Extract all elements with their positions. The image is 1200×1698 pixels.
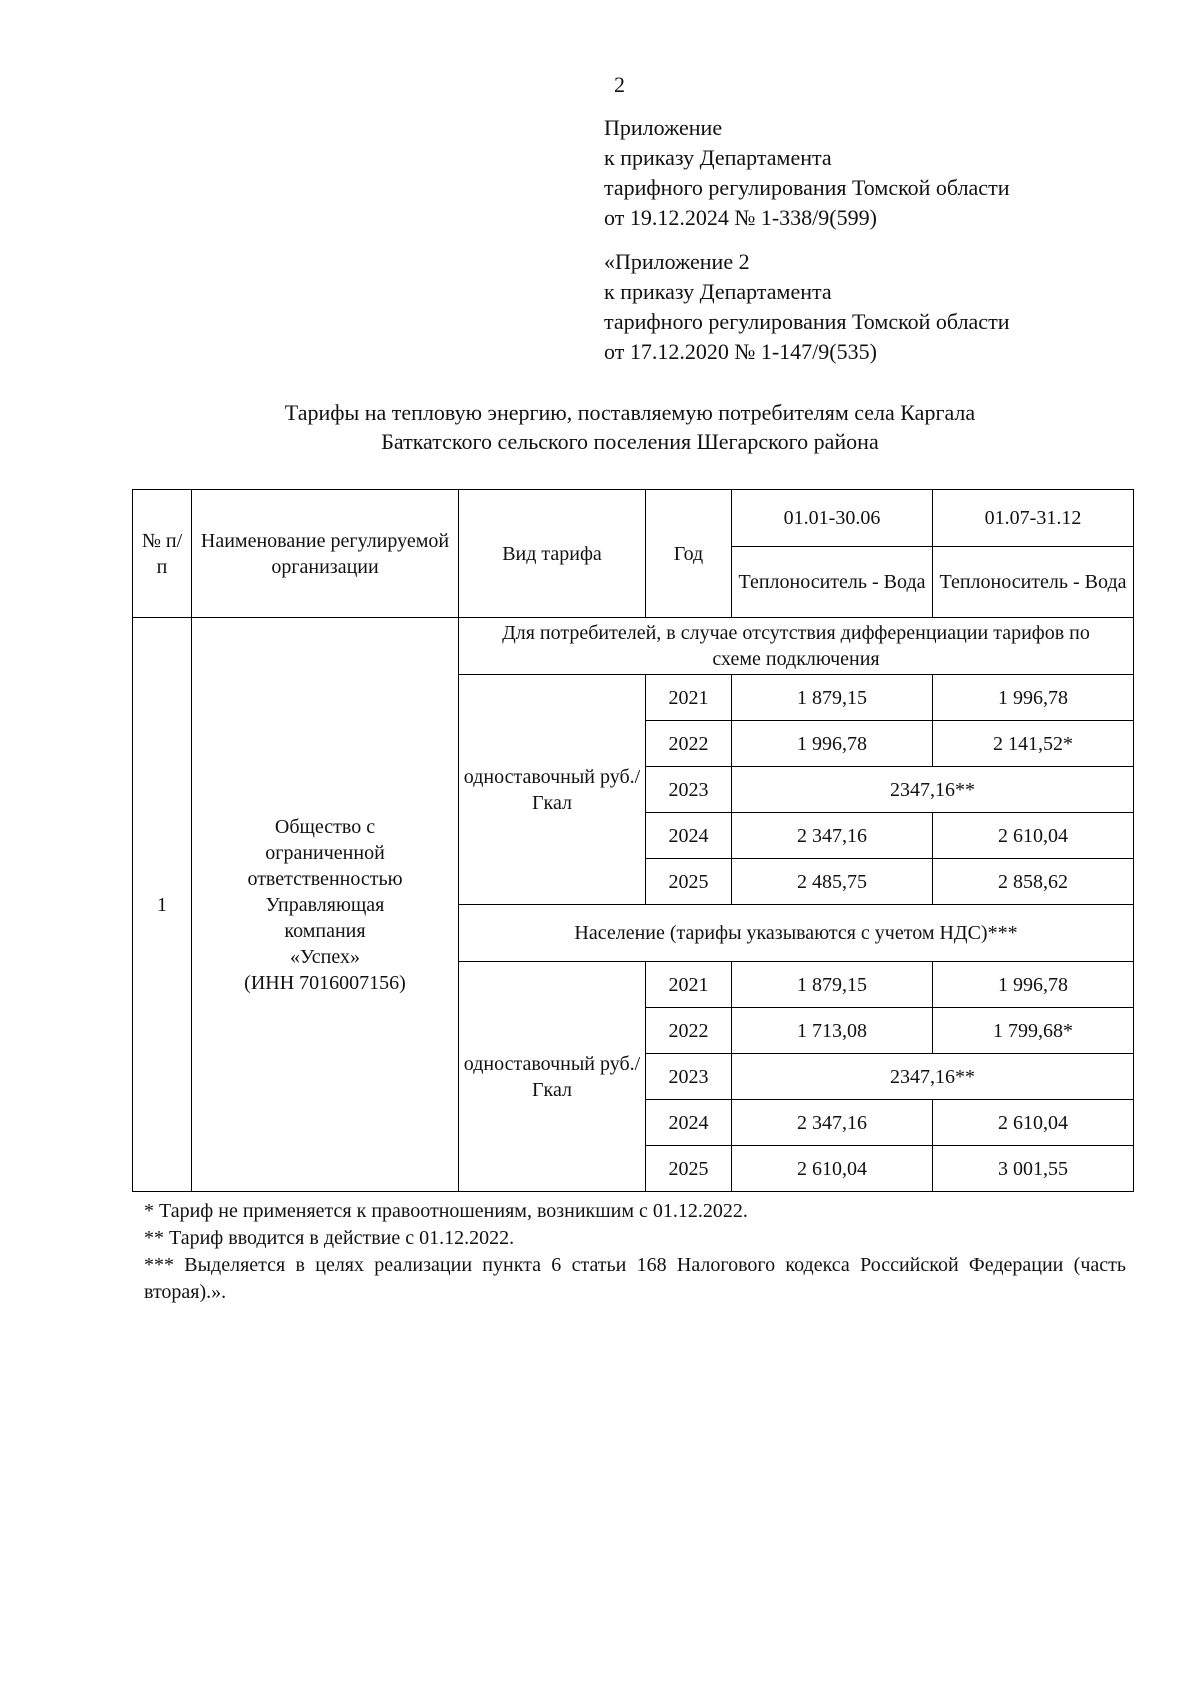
organization-cell bbox=[192, 618, 459, 1192]
header-period-2: 01.07-31.12 bbox=[933, 490, 1134, 547]
title-line: Тарифы на тепловую энергию, поставляемую потребителям села Каргала bbox=[284, 400, 976, 425]
year-cell: 2022 bbox=[646, 1008, 732, 1054]
value-cell-merged: 2347,16** bbox=[732, 767, 1134, 813]
year-cell: 2025 bbox=[646, 1146, 732, 1192]
organization-line: «Успех» bbox=[290, 945, 360, 968]
organization-line: Управляющая bbox=[265, 893, 385, 916]
value-cell: 2 485,75 bbox=[732, 859, 933, 905]
header-organization: Наименование регулируемой организации bbox=[192, 490, 459, 618]
year-cell: 2021 bbox=[646, 962, 732, 1008]
tariff-type-cell: одноставочный руб./Гкал bbox=[459, 675, 646, 905]
header-year: Год bbox=[646, 490, 732, 618]
value-cell: 2 610,04 bbox=[933, 813, 1134, 859]
header-carrier-2: Теплоноситель - Вода bbox=[933, 547, 1134, 618]
tariff-type-cell: одноставочный руб./Гкал bbox=[459, 962, 646, 1192]
value-cell: 1 996,78 bbox=[933, 962, 1134, 1008]
organization-line: (ИНН 7016007156) bbox=[244, 971, 406, 994]
value-cell: 2 610,04 bbox=[933, 1100, 1134, 1146]
value-cell-merged: 2347,16** bbox=[732, 1054, 1134, 1100]
value-cell: 2 610,04 bbox=[732, 1146, 933, 1192]
value-cell: 2 347,16 bbox=[732, 813, 933, 859]
appendix-line: к приказу Департамента bbox=[604, 279, 832, 304]
value-cell: 1 879,15 bbox=[732, 675, 933, 721]
header-tariff-type: Вид тарифа bbox=[459, 490, 646, 618]
document-title bbox=[150, 398, 1110, 456]
footnote: *** Выделяется в целях реализации пункта 6 статьи 168 Налогового кодекса Российской Федерации (часть вторая).». bbox=[144, 1254, 1126, 1303]
appendix-amended bbox=[604, 247, 1009, 367]
footnotes bbox=[144, 1198, 1126, 1306]
appendix-line: тарифного регулирования Томской области bbox=[604, 309, 1010, 334]
value-cell: 1 879,15 bbox=[732, 962, 933, 1008]
value-cell: 2 141,52* bbox=[933, 721, 1134, 767]
appendix-line: от 17.12.2020 № 1-147/9(535) bbox=[604, 339, 877, 364]
appendix-current bbox=[604, 113, 1009, 233]
organization-line: ограниченной bbox=[265, 841, 385, 864]
appendix-line: к приказу Департамента bbox=[604, 145, 832, 170]
page-number: 2 bbox=[614, 72, 625, 97]
year-cell: 2021 bbox=[646, 675, 732, 721]
value-cell: 3 001,55 bbox=[933, 1146, 1134, 1192]
value-cell: 1 799,68* bbox=[933, 1008, 1134, 1054]
section-row bbox=[133, 618, 1134, 675]
row-number: 1 bbox=[133, 618, 192, 1192]
header-row bbox=[133, 490, 1134, 547]
year-cell: 2025 bbox=[646, 859, 732, 905]
appendix-line: от 19.12.2024 № 1-338/9(599) bbox=[604, 205, 877, 230]
appendix-line: тарифного регулирования Томской области bbox=[604, 175, 1010, 200]
value-cell: 1 996,78 bbox=[732, 721, 933, 767]
organization-line: ответственностью bbox=[247, 867, 403, 890]
year-cell: 2024 bbox=[646, 813, 732, 859]
footnote: ** Тариф вводится в действие с 01.12.2022. bbox=[144, 1227, 515, 1249]
appendix-line: «Приложение 2 bbox=[604, 249, 750, 274]
value-cell: 1 996,78 bbox=[933, 675, 1134, 721]
value-cell: 1 713,08 bbox=[732, 1008, 933, 1054]
value-cell: 2 858,62 bbox=[933, 859, 1134, 905]
organization-line: Общество с bbox=[274, 815, 376, 838]
organization-line: компания bbox=[284, 919, 366, 942]
header-number: № п/п bbox=[133, 490, 192, 618]
year-cell: 2024 bbox=[646, 1100, 732, 1146]
header-period-1: 01.01-30.06 bbox=[732, 490, 933, 547]
section-label: Население (тарифы указываются с учетом НДС)*** bbox=[459, 905, 1134, 962]
value-cell: 2 347,16 bbox=[732, 1100, 933, 1146]
year-cell: 2022 bbox=[646, 721, 732, 767]
footnote: * Тариф не применяется к правоотношениям, возникшим с 01.12.2022. bbox=[144, 1200, 748, 1222]
appendix-line: Приложение bbox=[604, 115, 723, 140]
section-label: Для потребителей, в случае отсутствия дифференциации тарифов по схеме подключения bbox=[459, 618, 1134, 675]
title-line: Баткатского сельского поселения Шегарского района bbox=[381, 429, 879, 454]
header-carrier-1: Теплоноситель - Вода bbox=[732, 547, 933, 618]
tariff-table bbox=[132, 489, 1134, 1192]
year-cell: 2023 bbox=[646, 1054, 732, 1100]
year-cell: 2023 bbox=[646, 767, 732, 813]
